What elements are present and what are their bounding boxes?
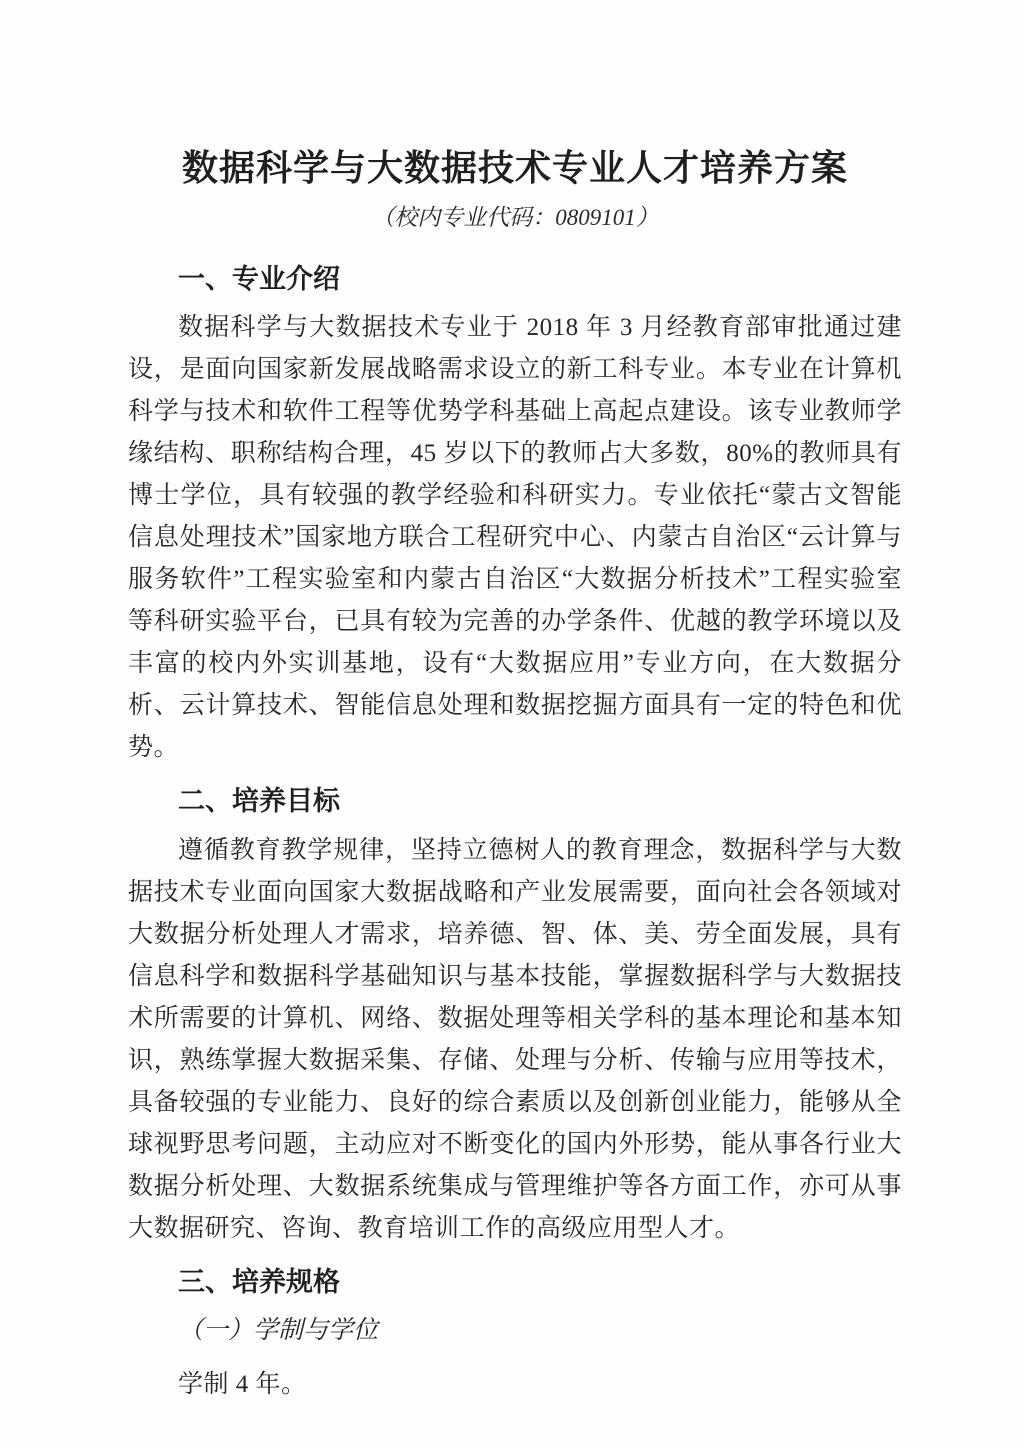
subsection-heading-schooling-degree: （一）学制与学位 — [178, 1317, 379, 1345]
section-heading-major-intro: 一、专业介绍 — [178, 263, 340, 294]
paragraph-training-goals: 遵循教育教学规律，坚持立德树人的教育理念，数据科学与大数据技术专业面向国家大数据战略和产业发展需要，面向社会各领域对大数据分析处理人才需求，培养德、智、体、美、劳全面发展，具有信息科学和数据科学基础知识与基本技能，掌握数据科学与大数据技术所需要的计算机、网络、数据处理等相关学科的基本理论和基本知识，熟练掌握大数据采集、存储、处理与分析、传输与应用等技术，具备较强的专业能力、良好的综合素质以及创新创业能力，能够从全球视野思考问题，主动应对不断变化的国内外形势，能从事各行业大数据分析处理、大数据系统集成与管理维护等各方面工作，亦可从事大数据研究、咨询、教育培训工作的高级应用型人才。 — [128, 836, 902, 1242]
document-subtitle: （校内专业代码：0809101） — [371, 205, 659, 231]
document-title: 数据科学与大数据技术专业人才培养方案 — [181, 147, 848, 188]
paragraph-major-intro: 数据科学与大数据技术专业于 2018 年 3 月经教育部审批通过建设，是面向国家新发展战略需求设立的新工科专业。本专业在计算机科学与技术和软件工程等优势学科基础上高起点建设。该专业教师学缘结构、职称结构合理，45 岁以下的教师占大多数，80%的教师具有博士学位，具有较强的教学经验和科研实力。专业依托“蒙古文智能信息处理技术”国家地方联合工程研究中心、内蒙古自治区“云计算与服务软件”工程实验室和内蒙古自治区“大数据分析技术”工程实验室等科研实验平台，已具有较为完善的办学条件、优越的教学环境以及丰富的校内外实训基地，设有“大数据应用”专业方向，在大数据分析、云计算技术、智能信息处理和数据挖掘方面具有一定的特色和优势。 — [128, 314, 902, 762]
section-heading-training-specs: 三、培养规格 — [178, 1266, 340, 1297]
section-heading-training-goals: 二、培养目标 — [178, 786, 340, 817]
paragraph-schooling-duration: 学制 4 年。 — [178, 1371, 307, 1399]
